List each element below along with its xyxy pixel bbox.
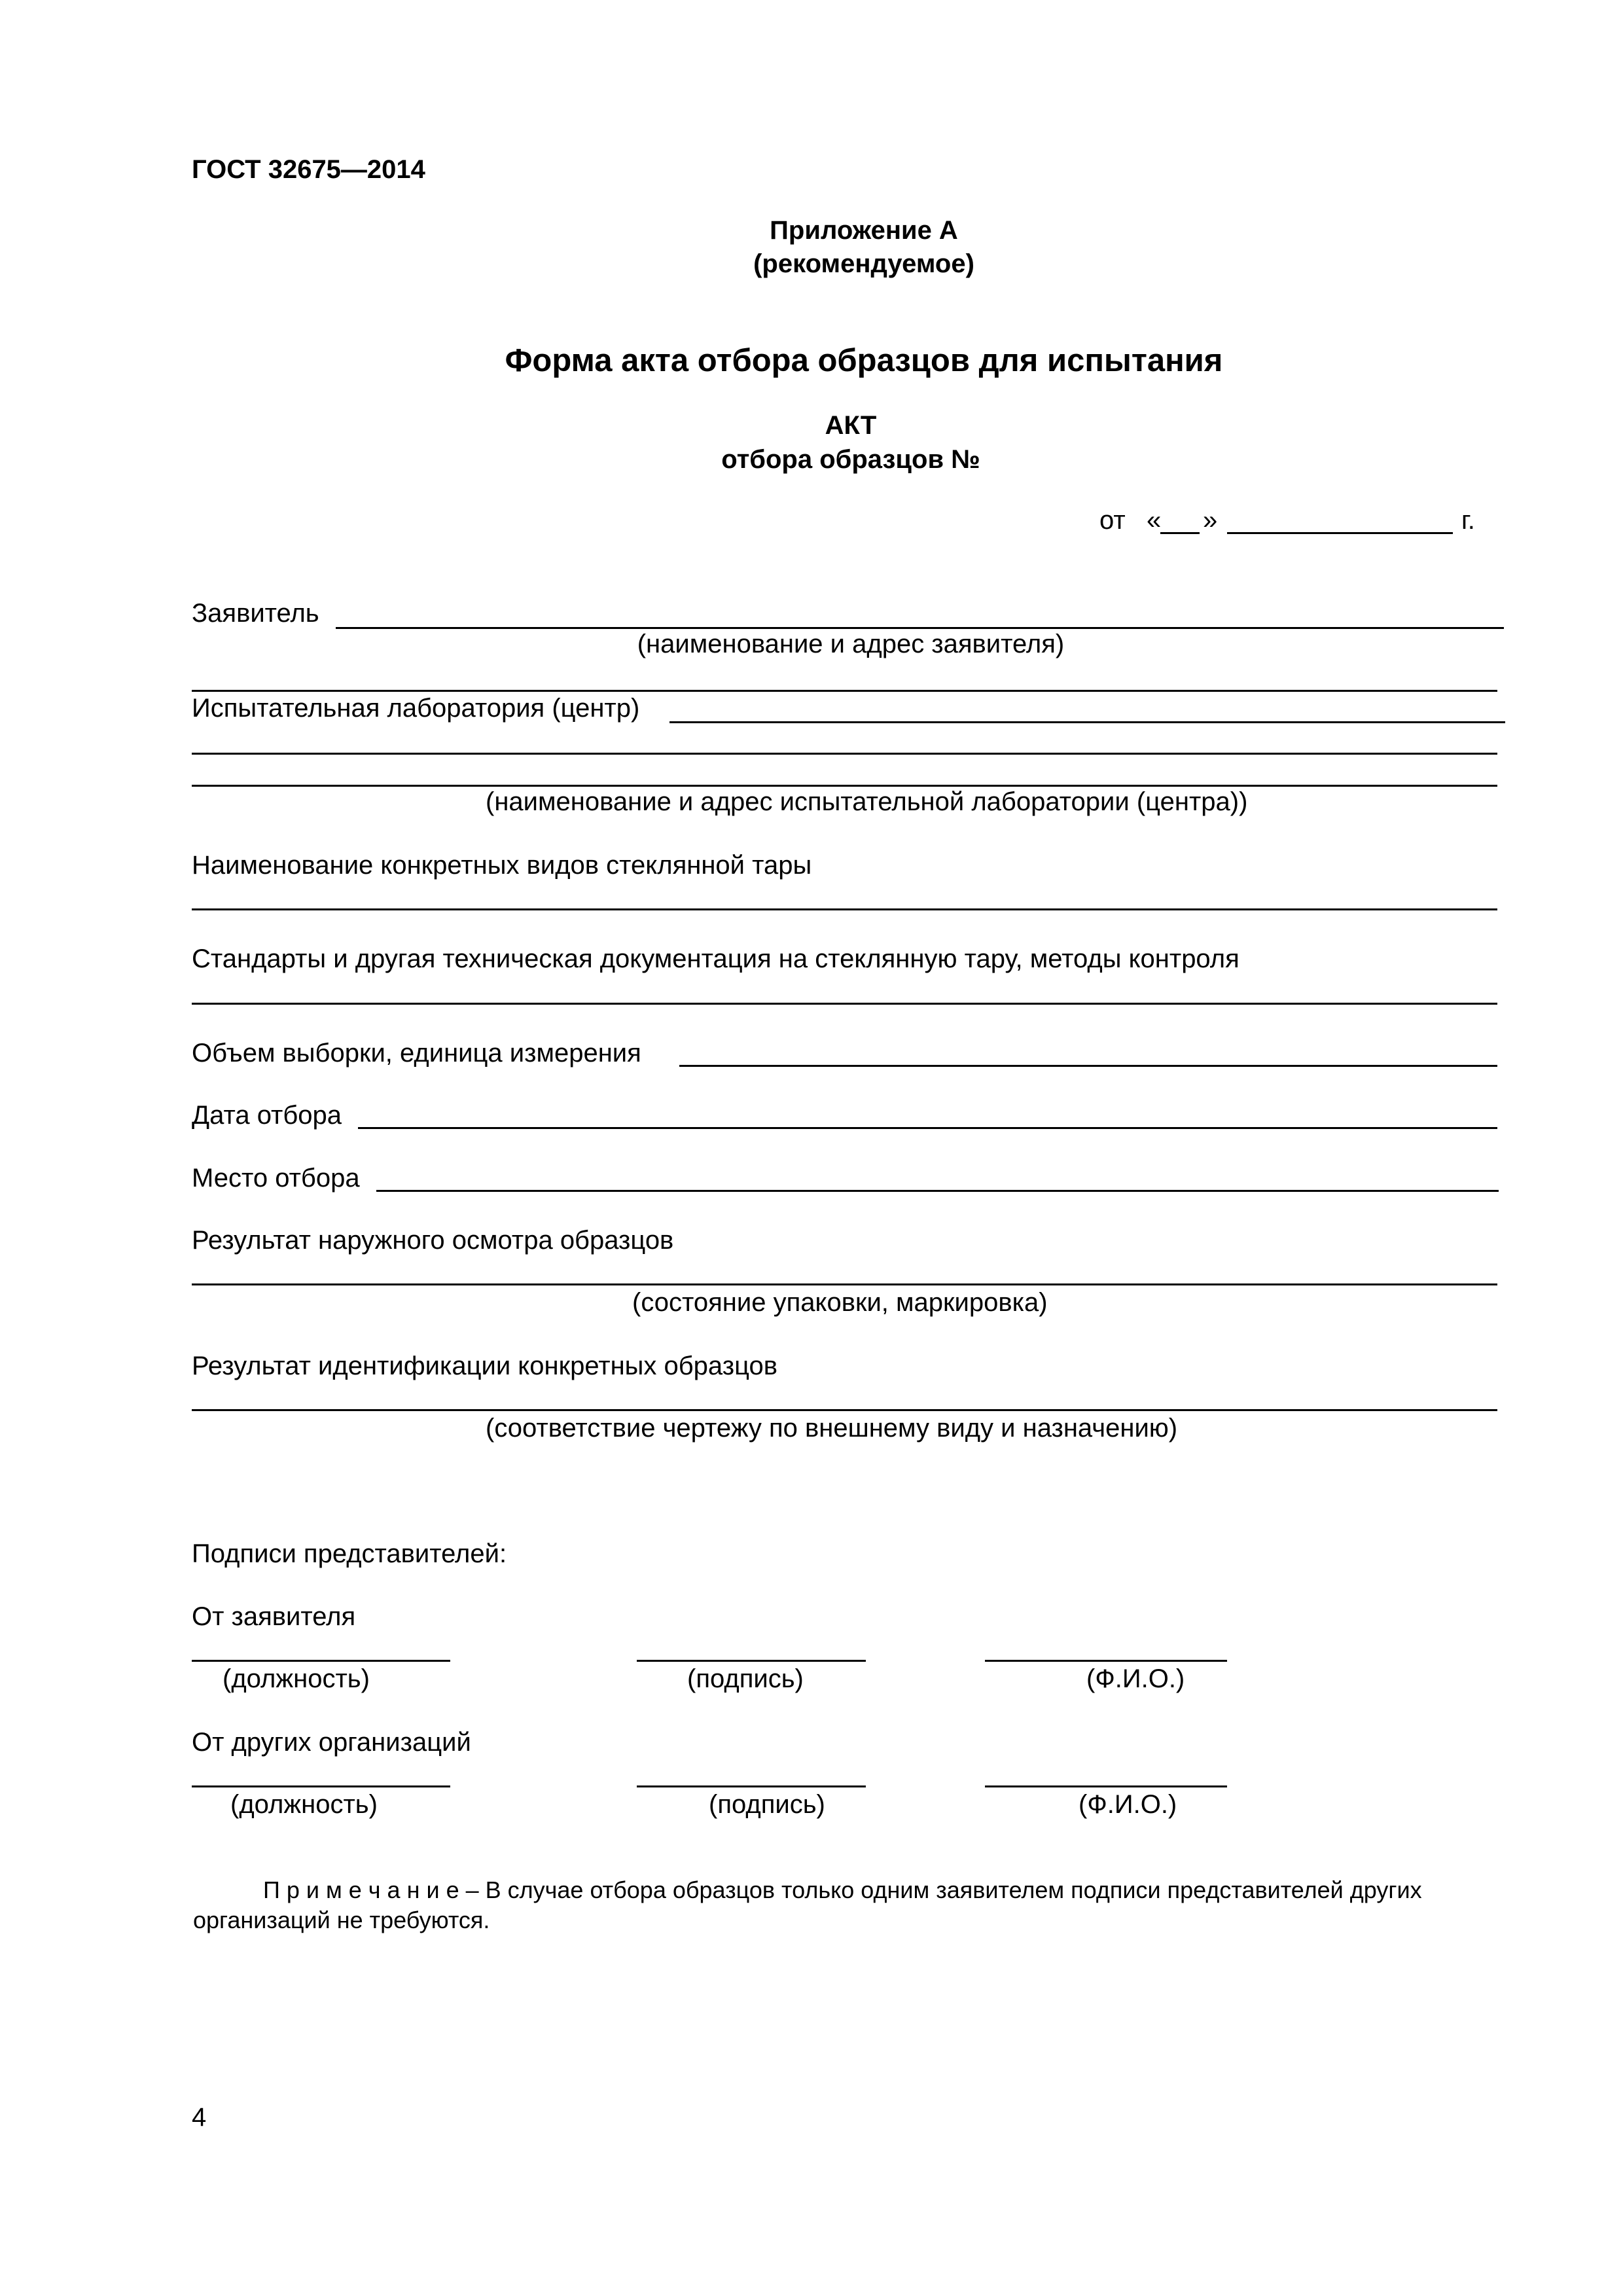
signatures-heading: Подписи представителей: <box>192 1539 507 1568</box>
inspection-label: Результат наружного осмотра образцов <box>192 1226 674 1255</box>
applicant-label: Заявитель <box>192 599 319 628</box>
applicant-position-field[interactable] <box>192 1660 450 1662</box>
volume-label: Объем выборки, единица измерения <box>192 1039 641 1067</box>
year-suffix: г. <box>1461 506 1475 535</box>
other-position-hint: (должность) <box>230 1790 378 1819</box>
date-field[interactable] <box>358 1127 1497 1129</box>
other-signature-hint: (подпись) <box>709 1790 825 1819</box>
tare-field[interactable] <box>192 908 1497 910</box>
applicant-hint: (наименование и адрес заявителя) <box>637 630 1065 658</box>
month-blank[interactable] <box>1227 532 1453 534</box>
inspection-hint: (состояние упаковки, маркировка) <box>632 1288 1048 1317</box>
place-label: Место отбора <box>192 1164 360 1193</box>
day-blank[interactable] <box>1160 532 1200 534</box>
date-label: Дата отбора <box>192 1101 342 1130</box>
inspection-field[interactable] <box>192 1283 1497 1285</box>
note-line-1 <box>263 1876 1501 1904</box>
form-title: Форма акта отбора образцов для испытания <box>505 343 1223 378</box>
applicant-group-label: От заявителя <box>192 1602 356 1631</box>
date-prefix: от <box>1099 506 1126 535</box>
quote-open: « <box>1147 506 1162 535</box>
lab-field[interactable] <box>669 721 1505 723</box>
other-position-field[interactable] <box>192 1785 450 1787</box>
standards-label: Стандарты и другая техническая документация на стеклянную тару, методы контроля <box>192 944 1240 973</box>
lab-hint: (наименование и адрес испытательной лаборатории (центра)) <box>486 787 1248 816</box>
appendix-status: (рекомендуемое) <box>753 249 974 278</box>
identification-label: Результат идентификации конкретных образцов <box>192 1352 778 1380</box>
applicant-field[interactable] <box>336 627 1504 629</box>
applicant-signature-field[interactable] <box>637 1660 866 1662</box>
lab-field-line-3[interactable] <box>192 785 1497 787</box>
other-name-field[interactable] <box>985 1785 1227 1787</box>
standards-field[interactable] <box>192 1003 1497 1005</box>
act-title: АКТ <box>825 411 877 440</box>
note-text-2: организаций не требуются. <box>193 1907 490 1933</box>
note-label: П р и м е ч а н и е <box>263 1876 459 1903</box>
applicant-name-field[interactable] <box>985 1660 1227 1662</box>
applicant-field-line-2[interactable] <box>192 690 1497 692</box>
act-subtitle: отбора образцов № <box>721 445 980 474</box>
applicant-name-hint: (Ф.И.О.) <box>1086 1664 1185 1693</box>
lab-field-line-2[interactable] <box>192 753 1497 755</box>
identification-hint: (соответствие чертежу по внешнему виду и назначению) <box>486 1414 1178 1443</box>
other-name-hint: (Ф.И.О.) <box>1079 1790 1177 1819</box>
applicant-position-hint: (должность) <box>223 1664 370 1693</box>
tare-label: Наименование конкретных видов стеклянной тары <box>192 851 812 880</box>
standard-header: ГОСТ 32675—2014 <box>192 155 425 184</box>
applicant-signature-hint: (подпись) <box>687 1664 804 1693</box>
appendix-title: Приложение А <box>770 216 958 245</box>
note-text-1: В случае отбора образцов только одним заявителем подписи представителей других <box>485 1876 1422 1903</box>
page-number: 4 <box>192 2103 207 2132</box>
identification-field[interactable] <box>192 1409 1497 1411</box>
quote-close: » <box>1203 506 1218 535</box>
note-dash: – <box>459 1876 486 1903</box>
lab-label: Испытательная лаборатория (центр) <box>192 694 640 723</box>
other-group-label: От других организаций <box>192 1728 471 1757</box>
volume-field[interactable] <box>679 1065 1497 1067</box>
place-field[interactable] <box>376 1190 1499 1192</box>
other-signature-field[interactable] <box>637 1785 866 1787</box>
